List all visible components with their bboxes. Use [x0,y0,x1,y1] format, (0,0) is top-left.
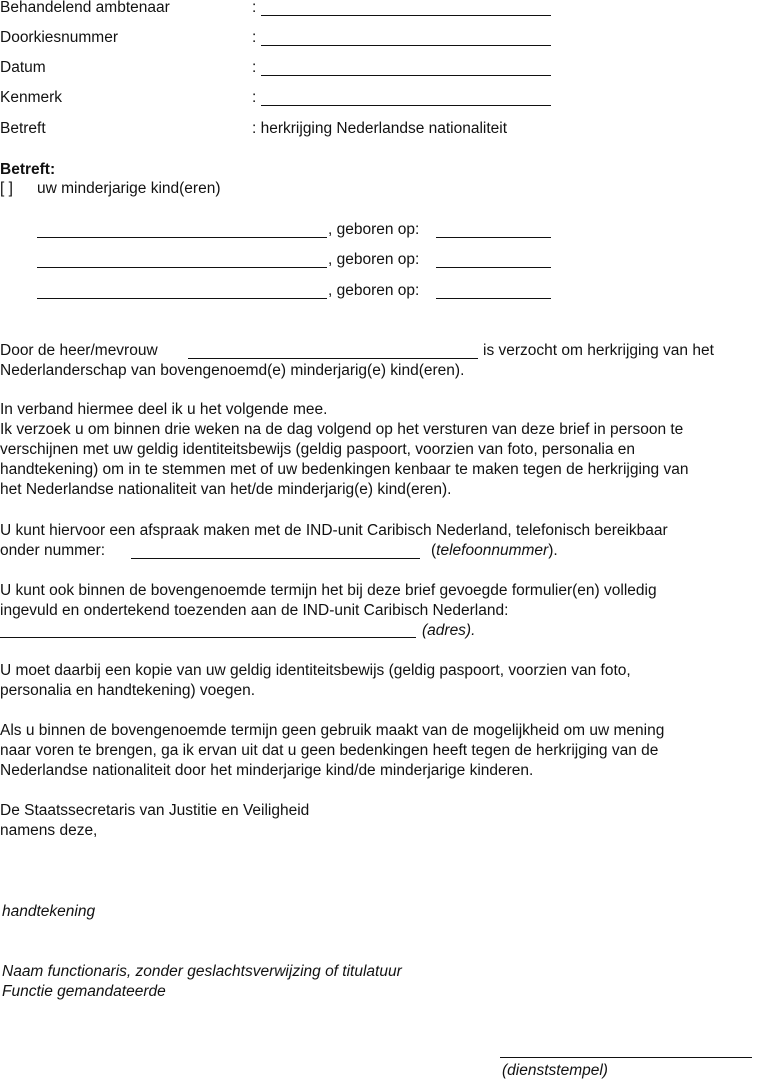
field-label-datum: Datum [0,59,46,76]
stamp-hint: (dienststempel) [502,1062,608,1079]
verzoek-line: handtekening) om in te stemmen met of uw bedenkingen kenbaar te maken tegen de herkrijging van [0,461,689,478]
child-name-blank [37,298,327,299]
termijn-line: naar voren te brengen, ga ik ervan uit dat u geen bedenkingen heeft tegen de herkrijging van de [0,742,659,759]
formulier-line: ingevuld en ondertekend toezenden aan de IND-unit Caribisch Nederland: [0,602,509,619]
termijn-line: Nederlandse nationaliteit door het minderjarige kind/de minderjarige kinderen. [0,762,534,779]
field-separator: : [252,59,257,76]
field-blank-doorkiesnummer [261,45,551,46]
name-hint: Naam functionaris, zonder geslachtsverwijzing of titulatuur [2,963,402,980]
checkbox-bracket: [ ] [0,180,13,197]
signature-hint: handtekening [2,903,96,920]
field-separator: : [252,0,257,16]
afspraak-line: U kunt hiervoor een afspraak maken met de IND-unit Caribisch Nederland, telefonisch bereikbaar [0,522,668,539]
formulier-line: U kunt ook binnen de bovengenoemde termijn het bij deze brief gevoegde formulier(en) volledig [0,582,657,599]
applicant-name-blank [188,358,478,359]
phone-hint: (telefoonnummer). [431,542,558,559]
child-birthdate-blank [436,267,551,268]
sender-line: namens deze, [0,822,98,839]
child-name-blank [37,237,327,238]
child-born-label: , geboren op: [328,221,420,238]
field-separator: : [252,29,257,46]
checkbox-label: uw minderjarige kind(eren) [37,180,221,197]
address-hint: (adres). [422,622,476,639]
stamp-line [500,1057,752,1058]
verzoek-line: Ik verzoek u om binnen drie weken na de dag volgend op het versturen van deze brief in persoon te [0,421,684,438]
field-separator: : [252,89,257,106]
address-blank [0,637,416,638]
field-blank-kenmerk [261,105,551,106]
kopie-line: U moet daarbij een kopie van uw geldig identiteitsbewijs (geldig paspoort, voorzien van foto, [0,662,631,679]
field-blank-behandelend-ambtenaar [261,15,551,16]
verzoek-line: het Nederlandse nationaliteit van het/de minderjarig(e) kind(eren). [0,481,452,498]
child-name-blank [37,267,327,268]
door-prefix: Door de heer/mevrouw [0,342,158,359]
phone-number-blank [131,558,420,559]
field-label-kenmerk: Kenmerk [0,89,63,106]
termijn-line: Als u binnen de bovengenoemde termijn geen gebruik maakt van de mogelijkheid om uw mening [0,722,665,739]
child-birthdate-blank [436,298,551,299]
child-birthdate-blank [436,237,551,238]
field-label-doorkiesnummer: Doorkiesnummer [0,29,119,46]
child-born-label: , geboren op: [328,251,420,268]
door-line2: Nederlanderschap van bovengenoemd(e) minderjarig(e) kind(eren). [0,362,465,379]
door-suffix: is verzocht om herkrijging van het [483,342,714,359]
function-hint: Functie gemandateerde [2,983,166,1000]
child-born-label: , geboren op: [328,282,420,299]
field-blank-datum [261,75,551,76]
sender-line: De Staatssecretaris van Justitie en Veiligheid [0,802,310,819]
betreft-heading: Betreft: [0,161,56,178]
verzoek-line: verschijnen met uw geldig identiteitsbewijs (geldig paspoort, voorzien van foto, personalia en [0,441,636,458]
field-label-betreft: Betreft [0,120,46,137]
afspraak-prefix: onder nummer: [0,542,106,559]
verband-text: In verband hiermee deel ik u het volgende mee. [0,401,328,418]
field-value-betreft: : herkrijging Nederlandse nationaliteit [252,120,508,137]
field-label-behandelend-ambtenaar: Behandelend ambtenaar [0,0,170,16]
kopie-line: personalia en handtekening) voegen. [0,682,256,699]
